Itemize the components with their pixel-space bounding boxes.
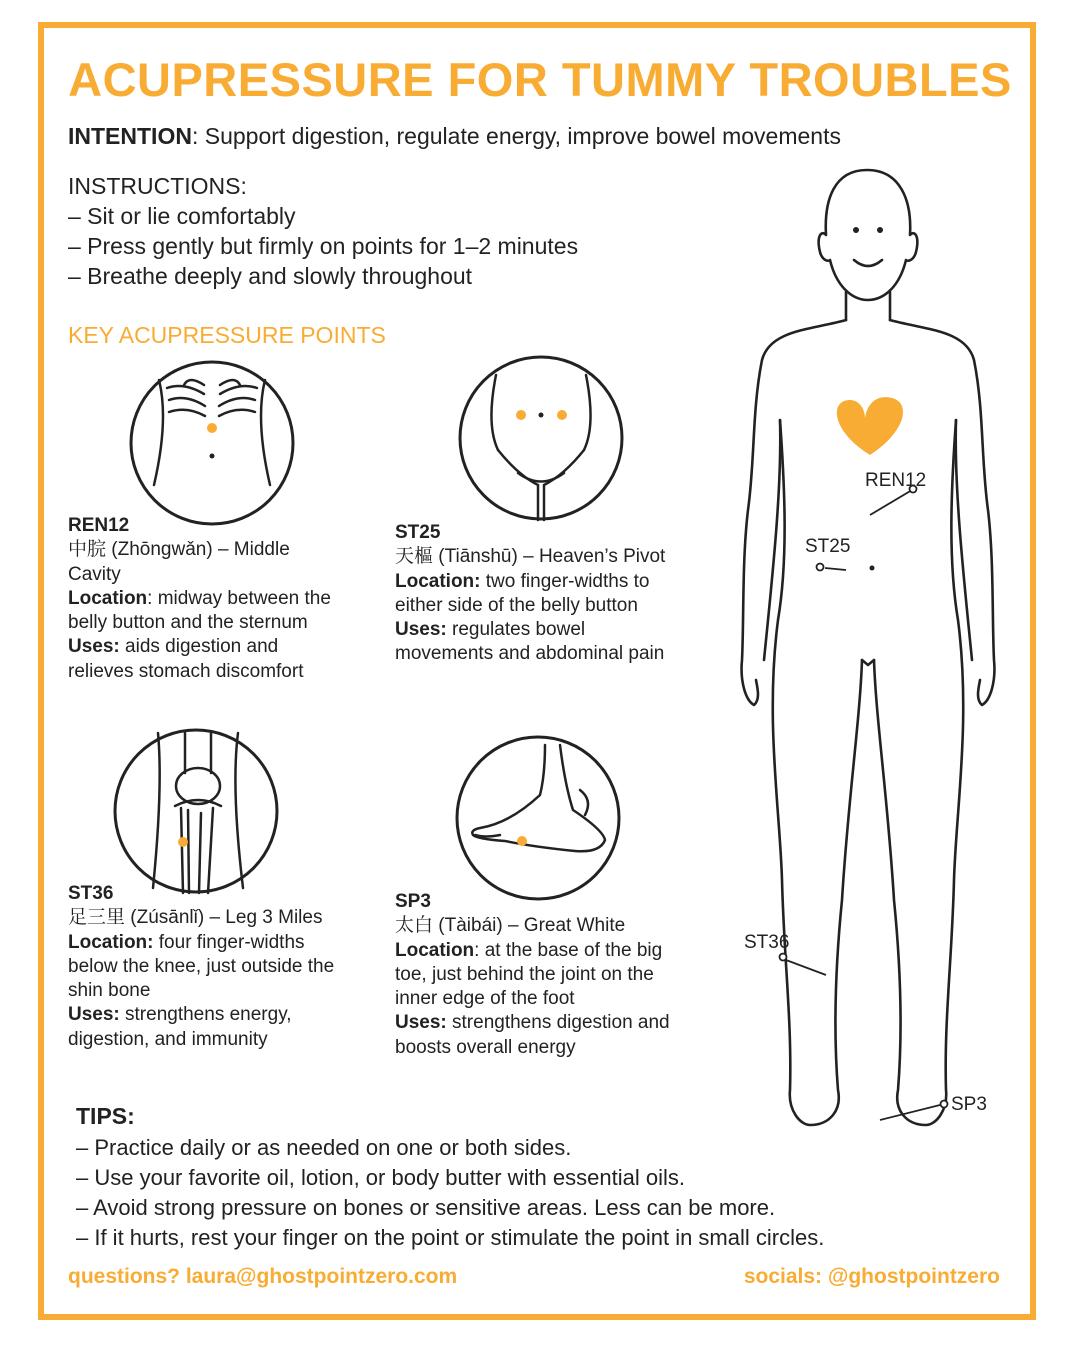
location-text: belly button and the sternum [68,612,308,634]
point-code: SP3 [395,891,431,912]
uses-text: strengthens digestion and [446,1012,670,1034]
instruction-item: – Press gently but firmly on points for 1–2 minutes [68,233,579,259]
uses-label: Uses: [68,1004,120,1026]
point-name: 太白 (Tàibái) – Great White [395,915,626,937]
instruction-item: – Sit or lie comfortably [68,203,296,229]
location-text: : at the base of the big [474,939,663,961]
instructions-section [68,171,578,291]
tip-item: – If it hurts, rest your finger on the point or stimulate the point in small circles. [76,1225,825,1250]
point-name: 足三里 (Zúsānlǐ) – Leg 3 Miles [68,907,323,929]
location-text: toe, just behind the joint on the [395,963,654,985]
intention-line [68,121,841,151]
uses-label: Uses: [395,1012,447,1034]
key-points-heading: KEY ACUPRESSURE POINTS [68,322,386,348]
point-name: Cavity [68,563,121,585]
body-outline-illustration [730,160,1030,1150]
location-text: shin bone [68,980,151,1002]
point-code: REN12 [68,515,130,536]
point-card-ren12 [68,514,331,684]
instructions-heading: INSTRUCTIONS: [68,173,247,199]
location-text: two finger-widths to [480,570,650,592]
point-card-sp3 [395,890,670,1060]
tip-item: – Avoid strong pressure on bones or sensitive areas. Less can be more. [76,1195,776,1220]
point-card-st25 [395,521,665,667]
uses-text: strengthens energy, [119,1004,292,1026]
point-card-st36 [68,882,334,1052]
uses-text: boosts overall energy [395,1036,576,1058]
instruction-item: – Breathe deeply and slowly throughout [68,263,473,289]
body-label-st25: ST25 [805,536,851,557]
uses-text: aids digestion and [119,636,279,658]
tips-heading: TIPS: [76,1103,135,1129]
uses-text: movements and abdominal pain [395,643,665,665]
point-name: 中脘 (Zhōngwǎn) – Middle [68,539,290,561]
uses-label: Uses: [395,619,447,641]
location-label: Location [68,587,148,609]
location-text: four finger-widths [153,931,305,953]
tips-list [76,1133,824,1253]
body-label-st36: ST36 [744,932,790,953]
tips-section [76,1101,135,1131]
uses-text: regulates bowel [446,619,586,641]
uses-text: digestion, and immunity [68,1028,268,1050]
belly-illustration [458,355,624,521]
point-code: ST36 [68,883,114,904]
tip-item: – Practice daily or as needed on one or both sides. [76,1135,572,1160]
uses-text: relieves stomach discomfort [68,660,304,682]
body-label-ren12: REN12 [865,470,927,491]
point-name: 天樞 (Tiānshū) – Heaven’s Pivot [395,546,666,568]
location-text: either side of the belly button [395,594,638,616]
location-text: inner edge of the foot [395,988,575,1010]
location-label: Location: [395,570,481,592]
socials-handle-link[interactable]: socials: @ghostpointzero [743,1265,1000,1288]
intention-label: INTENTION [68,123,192,149]
location-label: Location [395,939,475,961]
heart-icon [837,397,903,455]
page-title: ACUPRESSURE FOR TUMMY TROUBLES [68,53,1012,106]
location-text: : midway between the [147,587,331,609]
location-text: below the knee, just outside the [68,955,335,977]
knee-illustration [113,728,279,894]
point-code: ST25 [395,522,441,543]
uses-label: Uses: [68,636,120,658]
foot-illustration [455,735,621,901]
location-label: Location: [68,931,154,953]
body-label-sp3: SP3 [951,1094,987,1115]
contact-email-link[interactable]: questions? laura@ghostpointzero.com [68,1265,458,1288]
abdomen-illustration [129,360,295,526]
intention-text: : Support digestion, regulate energy, improve bowel movements [191,123,841,149]
tip-item: – Use your favorite oil, lotion, or body butter with essential oils. [76,1165,685,1190]
